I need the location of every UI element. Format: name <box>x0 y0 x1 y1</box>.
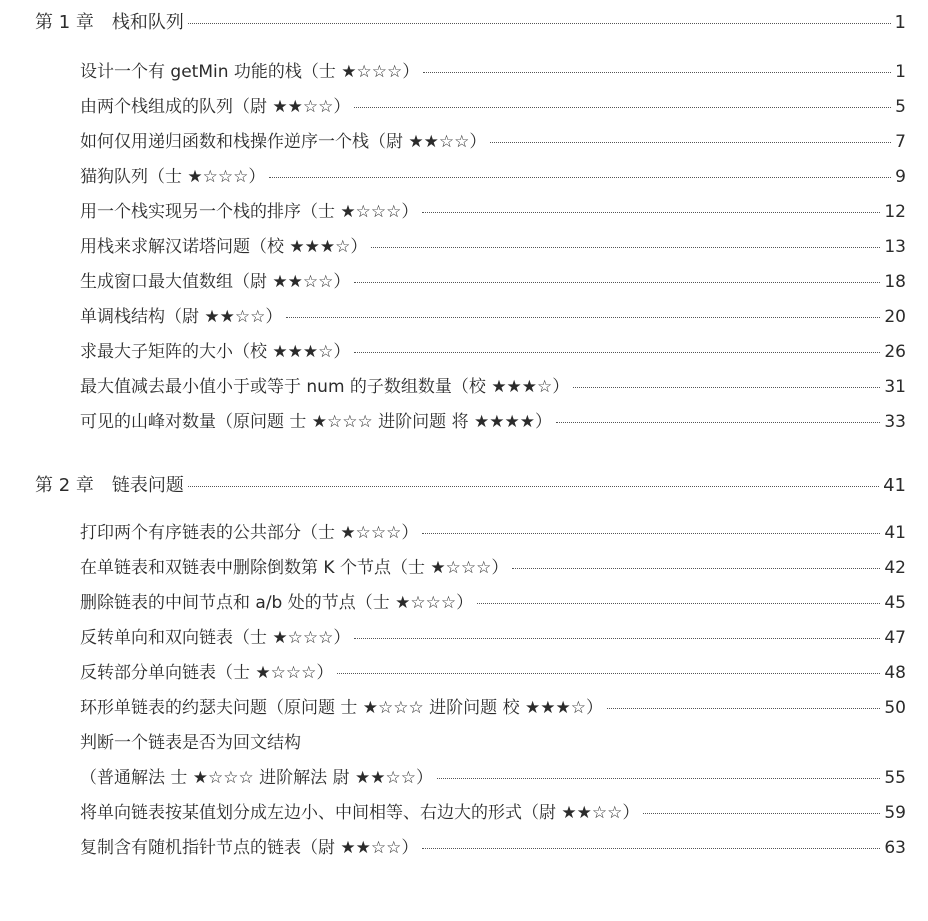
entry-title: 复制含有随机指针节点的链表（尉 ★★☆☆） <box>80 838 419 858</box>
dot-leader <box>337 673 880 674</box>
entry-title: 设计一个有 getMin 功能的栈（士 ★☆☆☆） <box>80 62 420 82</box>
dot-leader <box>269 177 891 178</box>
entry-title: 可见的山峰对数量（原问题 士 ★☆☆☆ 进阶问题 将 ★★★★） <box>80 412 552 432</box>
page-number: 33 <box>884 412 906 432</box>
entry-title: 在单链表和双链表中删除倒数第 K 个节点（士 ★☆☆☆） <box>80 558 509 578</box>
entry-title: 生成窗口最大值数组（尉 ★★☆☆） <box>80 272 351 292</box>
toc-entry[interactable] <box>80 232 906 257</box>
page-number: 41 <box>883 475 906 496</box>
page-number: 55 <box>884 768 906 788</box>
dot-leader <box>188 23 891 24</box>
toc-entry[interactable] <box>80 372 906 397</box>
dot-leader <box>188 486 879 487</box>
toc-entry[interactable] <box>80 162 906 187</box>
toc-entry[interactable] <box>80 267 906 292</box>
page-number: 42 <box>884 558 906 578</box>
page-number: 9 <box>895 167 906 187</box>
page-number: 1 <box>895 62 906 82</box>
dot-leader <box>643 813 880 814</box>
toc-entry[interactable] <box>80 658 906 683</box>
dot-leader <box>607 708 880 709</box>
dot-leader <box>354 107 891 108</box>
entry-title: 判断一个链表是否为回文结构 <box>80 733 301 753</box>
toc-entry[interactable] <box>80 798 906 823</box>
page-number: 41 <box>884 523 906 543</box>
toc-entry[interactable] <box>80 57 906 82</box>
entry-title: 如何仅用递归函数和栈操作逆序一个栈（尉 ★★☆☆） <box>80 132 487 152</box>
dot-leader <box>422 848 880 849</box>
dot-leader <box>354 638 880 639</box>
chapter-1-entry[interactable] <box>35 8 906 34</box>
page-number: 7 <box>895 132 906 152</box>
toc-entry[interactable] <box>80 302 906 327</box>
page-number: 48 <box>884 663 906 683</box>
toc-entry[interactable] <box>80 763 906 788</box>
page-number: 63 <box>884 838 906 858</box>
entry-title: 由两个栈组成的队列（尉 ★★☆☆） <box>80 97 351 117</box>
toc-entry[interactable] <box>80 588 906 613</box>
dot-leader <box>286 317 880 318</box>
toc-entry[interactable] <box>80 92 906 117</box>
dot-leader <box>556 422 880 423</box>
toc-entry[interactable] <box>80 728 906 753</box>
entry-title: 猫狗队列（士 ★☆☆☆） <box>80 167 266 187</box>
toc-entry[interactable] <box>80 127 906 152</box>
dot-leader <box>423 72 891 73</box>
entry-title: 打印两个有序链表的公共部分（士 ★☆☆☆） <box>80 523 419 543</box>
toc-entry[interactable] <box>80 553 906 578</box>
dot-leader <box>422 533 880 534</box>
chapter-2-entry[interactable] <box>35 471 906 497</box>
toc-entry[interactable] <box>80 623 906 648</box>
page-number: 31 <box>884 377 906 397</box>
toc-entry[interactable] <box>80 407 906 432</box>
entry-title: 环形单链表的约瑟夫问题（原问题 士 ★☆☆☆ 进阶问题 校 ★★★☆） <box>80 698 603 718</box>
dot-leader <box>437 778 880 779</box>
page-number: 12 <box>884 202 906 222</box>
page-number: 1 <box>894 12 906 33</box>
entry-title: 单调栈结构（尉 ★★☆☆） <box>80 307 283 327</box>
entry-title: 用栈来求解汉诺塔问题（校 ★★★☆） <box>80 237 368 257</box>
entry-title: 反转部分单向链表（士 ★☆☆☆） <box>80 663 334 683</box>
page-number: 5 <box>895 97 906 117</box>
entry-title: 将单向链表按某值划分成左边小、中间相等、右边大的形式（尉 ★★☆☆） <box>80 803 640 823</box>
toc-entry[interactable] <box>80 337 906 362</box>
dot-leader <box>422 212 880 213</box>
dot-leader <box>490 142 891 143</box>
chapter-title: 第 2 章 链表问题 <box>35 475 184 496</box>
toc-entry[interactable] <box>80 693 906 718</box>
page-number: 20 <box>884 307 906 327</box>
dot-leader <box>477 603 880 604</box>
dot-leader <box>354 282 880 283</box>
entry-title: （普通解法 士 ★☆☆☆ 进阶解法 尉 ★★☆☆） <box>80 768 433 788</box>
toc-entry[interactable] <box>80 833 906 858</box>
toc-entry[interactable] <box>80 518 906 543</box>
page-number: 26 <box>884 342 906 362</box>
page-number: 45 <box>884 593 906 613</box>
dot-leader <box>573 387 880 388</box>
page-number: 59 <box>884 803 906 823</box>
entry-title: 用一个栈实现另一个栈的排序（士 ★☆☆☆） <box>80 202 419 222</box>
entry-title: 求最大子矩阵的大小（校 ★★★☆） <box>80 342 351 362</box>
page-number: 18 <box>884 272 906 292</box>
page-number: 50 <box>884 698 906 718</box>
page-number: 13 <box>884 237 906 257</box>
dot-leader <box>512 568 880 569</box>
dot-leader <box>371 247 880 248</box>
entry-title: 最大值减去最小值小于或等于 num 的子数组数量（校 ★★★☆） <box>80 377 570 397</box>
entry-title: 反转单向和双向链表（士 ★☆☆☆） <box>80 628 351 648</box>
toc-entry[interactable] <box>80 197 906 222</box>
page-number: 47 <box>884 628 906 648</box>
dot-leader <box>354 352 880 353</box>
chapter-title: 第 1 章 栈和队列 <box>35 12 184 33</box>
entry-title: 删除链表的中间节点和 a/b 处的节点（士 ★☆☆☆） <box>80 593 474 613</box>
